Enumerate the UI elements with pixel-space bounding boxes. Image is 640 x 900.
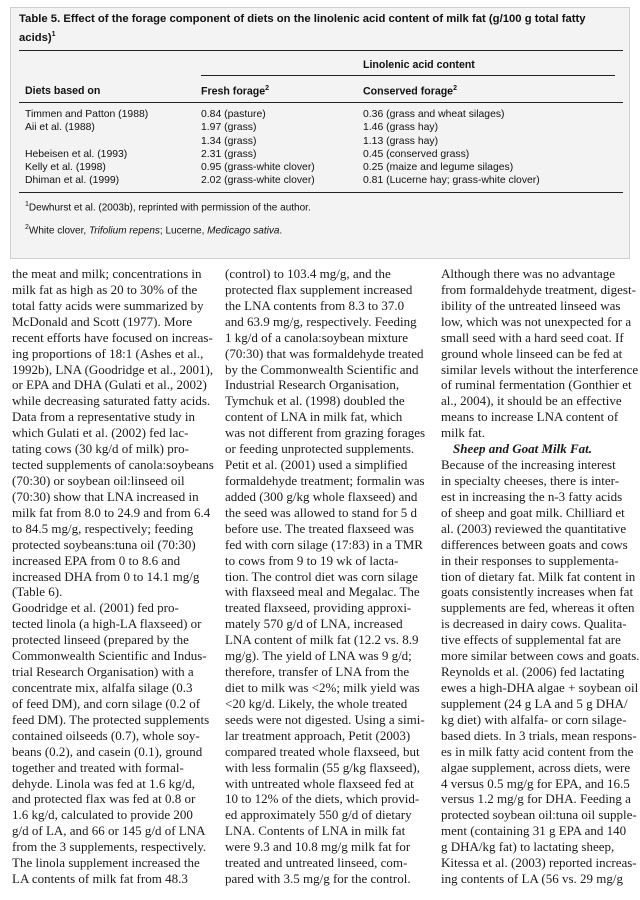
text-line: of feed DM), and corn silage (0.2 of: [12, 695, 201, 711]
text-line: recent efforts have focused on increas-: [12, 329, 213, 345]
table-row: Timmen and Patton (1988) 0.84 (pasture) 0.36 (grass and wheat silages): [25, 109, 505, 120]
text-line: to 84.5 mg/g, respectively; feeding: [12, 520, 194, 536]
text-line: or EPA and DHA (Gulati et al., 2002): [12, 377, 207, 393]
text-line: ground whole linseed can be fed at: [441, 345, 623, 361]
text-line: beans (0.2), and casein (0.1), ground: [12, 743, 203, 759]
text-line: concentrate mix, alfalfa silage (0.3: [12, 679, 193, 695]
text-line: were 9.3 and 10.8 mg/g milk fat for: [225, 839, 411, 855]
text-line: goats consistently increases when fat: [441, 584, 634, 600]
text-line: al., 2004), it should be an effective: [441, 393, 622, 409]
text-line: (Table 6).: [12, 584, 63, 600]
text-line: Commonwealth Scientific and Indus-: [12, 648, 207, 664]
text-line: mately 570 g/d of LNA, increased: [225, 616, 403, 632]
text-line: by the Commonwealth Scientific and: [225, 361, 419, 377]
text-column-2: [225, 266, 426, 887]
text-line: increased EPA from 0 to 8.6 and: [12, 552, 181, 568]
text-line: or feeding unprotected supplements.: [225, 441, 415, 457]
text-line: Because of the increasing interest: [441, 457, 616, 473]
table-row: Aii et al. (1988) 1.97 (grass) 1.46 (grass hay): [25, 122, 439, 134]
text-line: tating cows (30 kg/d of milk) pro-: [12, 441, 189, 457]
text-line: together and treated with formal-: [12, 759, 184, 775]
text-line: protected linseed (prepared by the: [12, 632, 189, 648]
text-line: versus 1.2 mg/g for DHA. Feeding a: [441, 791, 631, 807]
text-line: based diets. In 3 trials, mean respons-: [441, 727, 637, 743]
text-line: protected soybean oil:tuna oil supple-: [441, 807, 637, 823]
table-row: Kelly et al. (1998) 0.95 (grass-white clover) 0.25 (maize and legume silages): [25, 162, 514, 174]
text-line: Industrial Research Organisation,: [225, 377, 400, 393]
text-line: 4 versus 0.5 mg/g for EPA, and 16.5: [441, 775, 630, 791]
text-line: with untreated whole flaxseed fed at: [225, 775, 414, 791]
text-line: milk fat.: [441, 425, 486, 441]
text-line: with less formalin (55 g/kg flaxseed),: [225, 759, 420, 775]
text-line: supplement (24 g LA and 5 g DHA/: [441, 695, 628, 711]
text-line: is decreased in dairy cows. Qualita-: [441, 616, 627, 632]
text-line: Goodridge et al. (2001) fed pro-: [12, 600, 179, 616]
text-line: Kitessa et al. (2003) reported increas-: [441, 855, 637, 871]
text-line: while decreasing saturated fatty acids.: [12, 393, 211, 409]
text-line: in specialty cheeses, there is inter-: [441, 472, 620, 488]
text-line: milk fat from 8.0 to 24.9 and from 6.4: [12, 504, 211, 520]
text-line: formaldehyde treatment; formalin was: [225, 472, 425, 488]
text-line: (70:30) show that LNA increased in: [12, 488, 199, 504]
col-header-conserved: Conserved forage$^2$: [363, 85, 457, 98]
text-line: the seed was allowed to stand for 5 d: [225, 504, 418, 520]
text-line: est in increasing the n-3 fatty acids: [441, 488, 623, 504]
text-line: The linola supplement increased the: [12, 855, 200, 871]
text-line: LNA. Contents of LNA in milk fat: [225, 823, 406, 839]
text-line: tion of dietary fat. Milk fat content in: [441, 568, 636, 584]
text-line: more similar between cows and goats.: [441, 648, 640, 664]
text-line: LA contents of milk fat from 48.3: [12, 871, 188, 887]
text-line: kg diet) with alfalfa- or corn silage-: [441, 711, 627, 727]
text-line: differences between goats and cows: [441, 536, 628, 552]
text-line: and protected flax was fed at 0.8 or: [12, 791, 196, 807]
text-line: Reynolds et al. (2006) fed lactating: [441, 664, 625, 680]
text-line: treated flaxseed, providing approxi-: [225, 600, 412, 616]
text-line: g/d of LA, and 66 or 145 g/d of LNA: [12, 823, 206, 839]
text-line: from the 3 supplements, respectively.: [12, 839, 207, 855]
text-line: Petit et al. (2001) used a simplified: [225, 457, 408, 473]
text-line: protected flax supplement increased: [225, 281, 413, 297]
text-line: McDonald and Scott (1977). More: [12, 313, 193, 329]
text-line: protected soybeans:tuna oil (70:30): [12, 536, 196, 552]
text-line: (70:30) that was formaldehyde treated: [225, 345, 424, 361]
text-line: 1 kg/d of a canola:soybean mixture: [225, 329, 409, 345]
spanning-header-rule: [201, 75, 615, 76]
text-line: with flaxseed meal and Megalac. The: [225, 584, 420, 600]
text-line: pared with 3.5 mg/g for the control.: [225, 871, 411, 887]
text-line: ing contents of LA (56 vs. 29 mg/g: [441, 871, 623, 887]
text-line: ment (containing 31 g EPA and 140: [441, 823, 627, 839]
col-header-diet: Diets based on: [25, 85, 101, 97]
text-line: contained oilseeds (0.7), whole soy-: [12, 727, 200, 743]
text-line: of ruminal fermentation (Gonthier et: [441, 377, 632, 393]
text-line: seeds were not digested. Using a simi-: [225, 711, 425, 727]
text-line: the meat and milk; concentrations in: [12, 266, 202, 281]
table-footnote-1: $^1$Dewhurst et al. (2003b), reprinted with permission of the author.: [25, 201, 311, 214]
text-line: similar levels without the interference: [441, 361, 639, 377]
text-line: of sheep and goat milk. Chilliard et: [441, 504, 625, 520]
text-line: <20 kg/d. Likely, the whole treated: [225, 695, 408, 711]
title-superscript: 1: [51, 31, 56, 38]
text-line: (70:30) or soybean oil:linseed oil: [12, 472, 185, 488]
text-line: Data from a representative study in: [12, 409, 196, 425]
table-row: Dhiman et al. (1999) 2.02 (grass-white clover) 0.81 (Lucerne hay; grass-white clover): [25, 175, 540, 187]
text-line: was not different from grazing forages: [225, 425, 426, 441]
text-line: dehyde. Linola was fed at 1.6 kg/d,: [12, 775, 196, 791]
text-line: increased DHA from 0 to 14.1 mg/g: [12, 568, 200, 584]
text-line: algae supplement, across diets, were: [441, 759, 631, 775]
table-bottom-rule: [19, 192, 623, 193]
text-line: small seed with a hard seed coat. If: [441, 329, 624, 345]
text-line: tive effects of supplemental fat are: [441, 632, 621, 648]
text-line: which Gulati et al. (2002) fed lac-: [12, 425, 189, 441]
text-line: mg/g). The yield of LNA was 9 g/d;: [225, 648, 412, 664]
text-line: the LNA contents from 8.3 to 37.0: [225, 297, 405, 313]
text-line: tected linola (a high-LA flaxseed) or: [12, 616, 202, 632]
text-line: g DHA/kg fat) to lactating sheep,: [441, 839, 615, 855]
text-line: and 63.9 mg/g, respectively. Feeding: [225, 313, 417, 329]
text-line: ing proportions of 18:1 (Ashes et al.,: [12, 345, 204, 361]
table-row: Hebeisen et al. (1993) 2.31 (grass) 0.45 (conserved grass): [25, 148, 470, 160]
text-line: treated and untreated linseed, com-: [225, 855, 408, 871]
col-header-fresh: Fresh forage$^2$: [201, 85, 270, 98]
text-line: compared treated whole flaxseed, but: [225, 743, 420, 759]
text-line: feed DM). The protected supplements: [12, 711, 210, 727]
text-line: tion. The control diet was corn silage: [225, 568, 418, 584]
table-body: [11, 108, 631, 188]
text-line: before use. The treated flaxseed was: [225, 520, 414, 536]
text-line: ibility of the untreated linseed was: [441, 297, 621, 313]
table-title: Table 5. Effect of the forage component of diets on the linolenic acid content of milk fat (g/100 g total fatty acids)$^1$: [19, 13, 586, 44]
header-bottom-rule: [19, 102, 623, 103]
text-line: es in milk fatty acid content from the: [441, 743, 634, 759]
table-top-rule: [19, 50, 623, 51]
text-line: ed approximately 550 g/d of dietary: [225, 807, 412, 823]
text-column-1: [12, 266, 214, 887]
text-line: milk fat as high as 20 to 30% of the: [12, 281, 198, 297]
text-line: diet to milk was <2%; milk yield was: [225, 679, 420, 695]
text-line: al. (2003) reviewed the quantitative: [441, 520, 627, 536]
text-line: therefore, transfer of LNA from the: [225, 664, 410, 680]
text-line: (control) to 103.4 mg/g, and the: [225, 266, 391, 281]
table-5: [10, 7, 630, 259]
text-line: Tymchuk et al. (1998) doubled the: [225, 393, 405, 409]
text-column-3: [441, 266, 640, 887]
text-line: 1.6 kg/d, calculated to provide 200: [12, 807, 193, 823]
text-line: LNA content of milk fat (12.2 vs. 8.9: [225, 632, 419, 648]
text-line: tected supplements of canola:soybeans: [12, 457, 214, 473]
text-line: means to increase LNA content of: [441, 409, 619, 425]
text-line: 1992b), LNA (Goodridge et al., 2001),: [12, 361, 214, 377]
table-row: 1.34 (grass) 1.13 (grass hay): [201, 135, 439, 147]
text-line: content of LNA in milk fat, which: [225, 409, 403, 425]
text-line: lar treatment approach, Petit (2003): [225, 727, 411, 743]
text-line: from formaldehyde treatment, digest-: [441, 281, 636, 297]
text-line: in their responses to supplementa-: [441, 552, 619, 568]
text-line: total fatty acids were summarized by: [12, 297, 204, 313]
text-line: low, which was not unexpected for a: [441, 313, 632, 329]
spanning-header: Linolenic acid content: [363, 59, 475, 71]
text-line: to cows from 9 to 19 wk of lacta-: [225, 552, 399, 568]
text-line: fed with corn silage (17:83) in a TMR: [225, 536, 423, 552]
section-heading: Sheep and Goat Milk Fat.: [453, 441, 593, 457]
text-line: ewes a high-DHA algae + soybean oil: [441, 679, 639, 695]
text-line: supplements are fed, whereas it often: [441, 600, 635, 616]
text-line: Although there was no advantage: [441, 266, 616, 281]
table-footnote-2: $^2$White clover, Trifolium repens; Lucerne, Medicago sativa.: [25, 224, 283, 237]
text-line: added (300 g/kg whole flaxseed) and: [225, 488, 418, 504]
text-line: trial Research Organisation) with a: [12, 664, 194, 680]
text-line: 10 to 12% of the diets, which provid-: [225, 791, 420, 807]
